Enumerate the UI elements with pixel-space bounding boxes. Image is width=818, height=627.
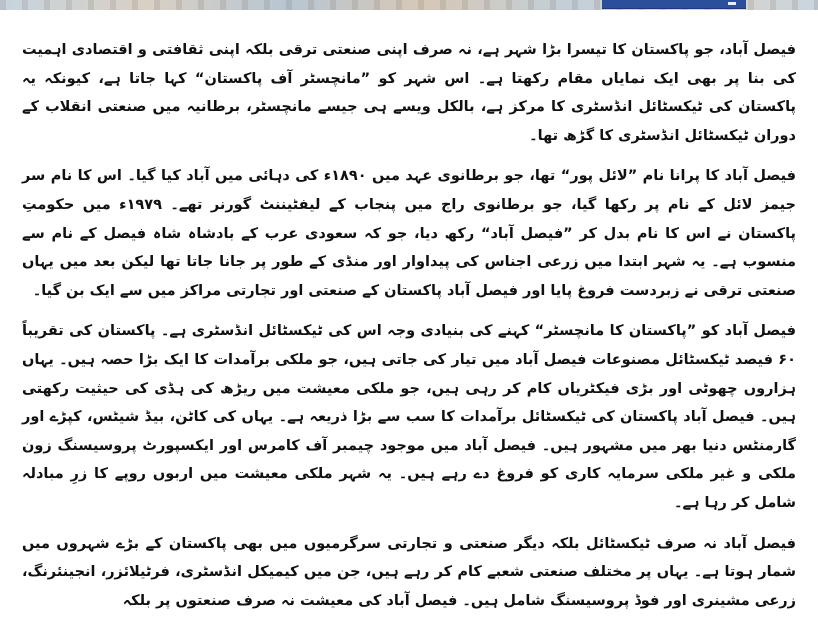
article-paragraph-2: فیصل آباد کا پرانا نام ”لائل پور“ تھا، جو برطانوی عہد میں ۱۸۹۰ء کی دہائی میں آباد کیا گیا۔ اس کا نام سر جیمز لائل کے نام پر رکھا گیا، جو برطانوی راج میں پنجاب کے لیفٹیننٹ گورنر تھے۔ ۱۹۷۹ء میں حکومتِ پاکستان نے اس کا نام بدل کر ”فیصل آباد“ رکھ دیا، جو کہ سعودی عرب کے بادشاہ شاہ فیصل کے نام سے منسوب ہے۔ یہ شہر ابتدا میں زرعی اجناس کی پیداوار اور منڈی کے طور پر جانا جاتا تھا لیکن بعد میں یہاں صنعتی ترقی نے زبردست فروغ پایا اور فیصل آباد پاکستان کے صنعتی اور تجارتی مراکز میں سے ایک بن گیا۔ bbox=[22, 168, 796, 299]
article-paragraph-1: فیصل آباد، جو پاکستان کا تیسرا بڑا شہر ہے، نہ صرف اپنی صنعتی ترقی بلکہ اپنی ثقافتی و اقتصادی اہمیت کی بنا پر بھی ایک نمایاں مقام رکھتا ہے۔ اس شہر کو ”مانچسٹر آف پاکستان“ کہا جاتا ہے، کیونکہ یہ پاکستان کی ٹیکسٹائل انڈسٹری کا مرکز ہے، بالکل ویسے ہی جیسے مانچسٹر، برطانیہ میں صنعتی انقلاب کے دوران ٹیکسٹائل انڈسٹری کا گڑھ تھا۔ bbox=[22, 42, 796, 144]
article-paragraph-4: فیصل آباد نہ صرف ٹیکسٹائل بلکہ دیگر صنعتی و تجارتی سرگرمیوں میں بھی پاکستان کے بڑے شہروں میں شمار ہوتا ہے۔ یہاں پر مختلف صنعتی شعبے کام کر رہے ہیں، جن میں کیمیکل انڈسٹری، فرٹیلائزر، انجینئرنگ، زرعی مشینری اور فوڈ پروسیسنگ شامل ہیں۔ فیصل آباد کی معیشت نہ صرف صنعتوں پر بلکہ bbox=[22, 535, 796, 609]
article-paragraph-3: فیصل آباد کو ”پاکستان کا مانچسٹر“ کہنے کی بنیادی وجہ اس کی ٹیکسٹائل انڈسٹری ہے۔ پاکستان کی تقریباً ۶۰ فیصد ٹیکسٹائل مصنوعات فیصل آباد میں تیار کی جاتی ہیں، جو ملکی برآمدات کا ایک بڑا حصہ ہیں۔ یہاں ہزاروں چھوٹی اور بڑی فیکٹریاں کام کر رہی ہیں، جو ملکی معیشت میں ریڑھ کی ہڈی کی حیثیت رکھتی ہیں۔ فیصل آباد پاکستان کی ٹیکسٹائل برآمدات کا سب سے بڑا ذریعہ ہے۔ یہاں کی کاٹن، بیڈ شیٹس، کپڑے اور گارمنٹس دنیا بھر میں مشہور ہیں۔ فیصل آباد میں موجود چیمبر آف کامرس اور ایکسپورٹ پروسیسنگ زون ملکی و غیر ملکی سرمایہ کاری کو فروغ دے رہے ہیں۔ یہ شہر ملکی معیشت میں اربوں روپے کا زرِ مبادلہ شامل کر رہا ہے۔ bbox=[22, 323, 796, 511]
banner-mark bbox=[728, 2, 736, 5]
header-banner-image bbox=[0, 0, 818, 10]
article-body bbox=[22, 36, 796, 627]
banner-blue-panel bbox=[602, 0, 746, 9]
